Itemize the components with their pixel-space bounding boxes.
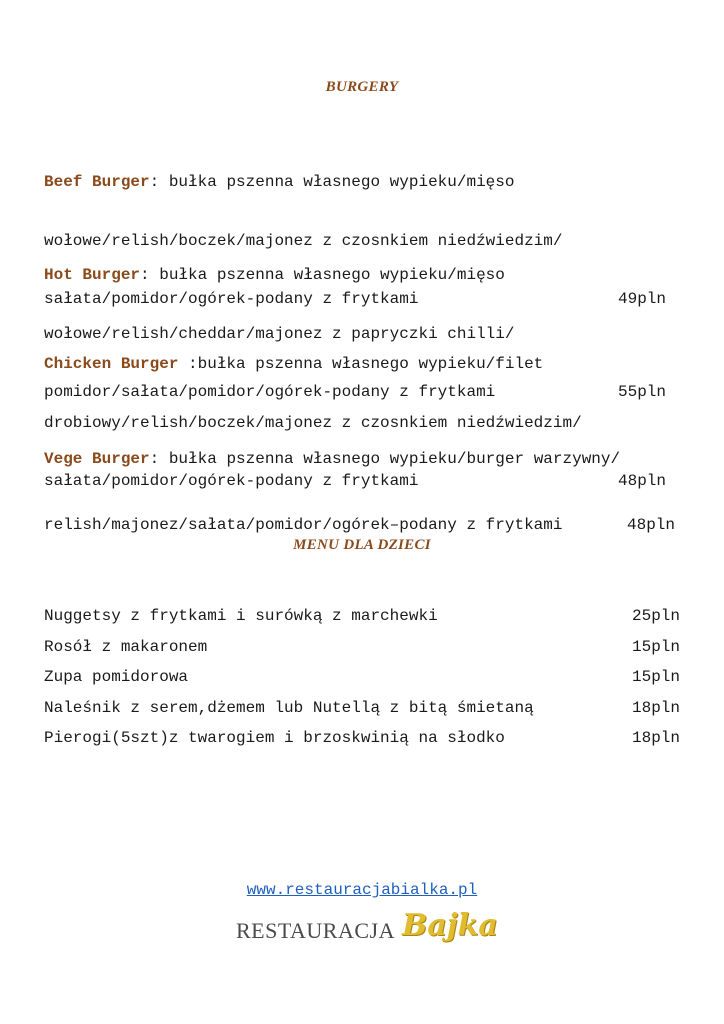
item-name: Rosół z makaronem xyxy=(44,638,208,656)
logo-wordmark: RESTAURACJA xyxy=(236,918,395,943)
kids-menu-item xyxy=(44,728,680,748)
logo-script: Bajka xyxy=(402,908,498,943)
item-line xyxy=(44,514,684,536)
item-price: 18pln xyxy=(631,699,680,717)
item-line xyxy=(44,448,684,470)
item-name: Chicken Burger xyxy=(44,355,179,373)
item-price: 15pln xyxy=(631,638,680,656)
item-name: Pierogi(5szt)z twarogiem i brzoskwinią na słodko xyxy=(44,729,505,747)
item-name: Nuggetsy z frytkami i surówką z marchewki xyxy=(44,607,438,625)
item-description: :bułka pszenna własnego wypieku/filet xyxy=(178,355,544,373)
item-price: 49pln xyxy=(618,290,667,308)
website-link[interactable]: www.restauracjabialka.pl xyxy=(246,881,478,899)
item-price: 15pln xyxy=(631,668,680,686)
item-name: Vege Burger xyxy=(44,450,150,468)
item-price: 48pln xyxy=(627,516,676,534)
restaurant-logo xyxy=(236,908,496,952)
item-description: sałata/pomidor/ogórek-podany z frytkami xyxy=(44,290,419,308)
kids-menu-item xyxy=(44,606,680,626)
item-description: : bułka pszenna własnego wypieku/mięso xyxy=(140,266,505,284)
item-description: wołowe/relish/boczek/majonez z czosnkiem niedźwiedzim/ xyxy=(44,231,563,250)
section-title-burgery: BURGERY xyxy=(325,79,399,95)
item-price: 25pln xyxy=(631,607,680,625)
item-description: : bułka pszenna własnego wypieku/burger warzywny/ xyxy=(149,450,621,468)
item-price: 55pln xyxy=(618,383,667,401)
item-line xyxy=(44,355,684,375)
item-price: 48pln xyxy=(618,472,667,490)
item-description: drobiowy/relish/boczek/majonez z czosnkiem niedźwiedzim/ xyxy=(44,413,582,432)
item-price: 18pln xyxy=(631,729,680,747)
item-name: Hot Burger xyxy=(44,266,141,284)
item-description: wołowe/relish/cheddar/majonez z papryczki chilli/ xyxy=(44,324,515,343)
item-line xyxy=(44,173,684,193)
item-description: pomidor/sałata/pomidor/ogórek-podany z frytkami xyxy=(44,383,496,401)
item-name: Naleśnik z serem,dżemem lub Nutellą z bitą śmietaną xyxy=(44,699,534,717)
item-description: : bułka pszenna własnego wypieku/mięso xyxy=(149,173,515,191)
section-title-menu-dla-dzieci: MENU DLA DZIECI xyxy=(293,537,431,553)
item-description: sałata/pomidor/ogórek-podany z frytkami xyxy=(44,472,419,490)
item-name: Zupa pomidorowa xyxy=(44,668,189,686)
kids-menu-item xyxy=(44,667,680,687)
kids-menu-item xyxy=(44,698,680,718)
item-line xyxy=(44,266,684,286)
item-description: relish/majonez/sałata/pomidor/ogórek–podany z frytkami xyxy=(44,516,563,534)
kids-menu-item xyxy=(44,637,680,657)
item-name: Beef Burger xyxy=(44,173,150,191)
menu-item-vege-burger xyxy=(44,404,684,558)
